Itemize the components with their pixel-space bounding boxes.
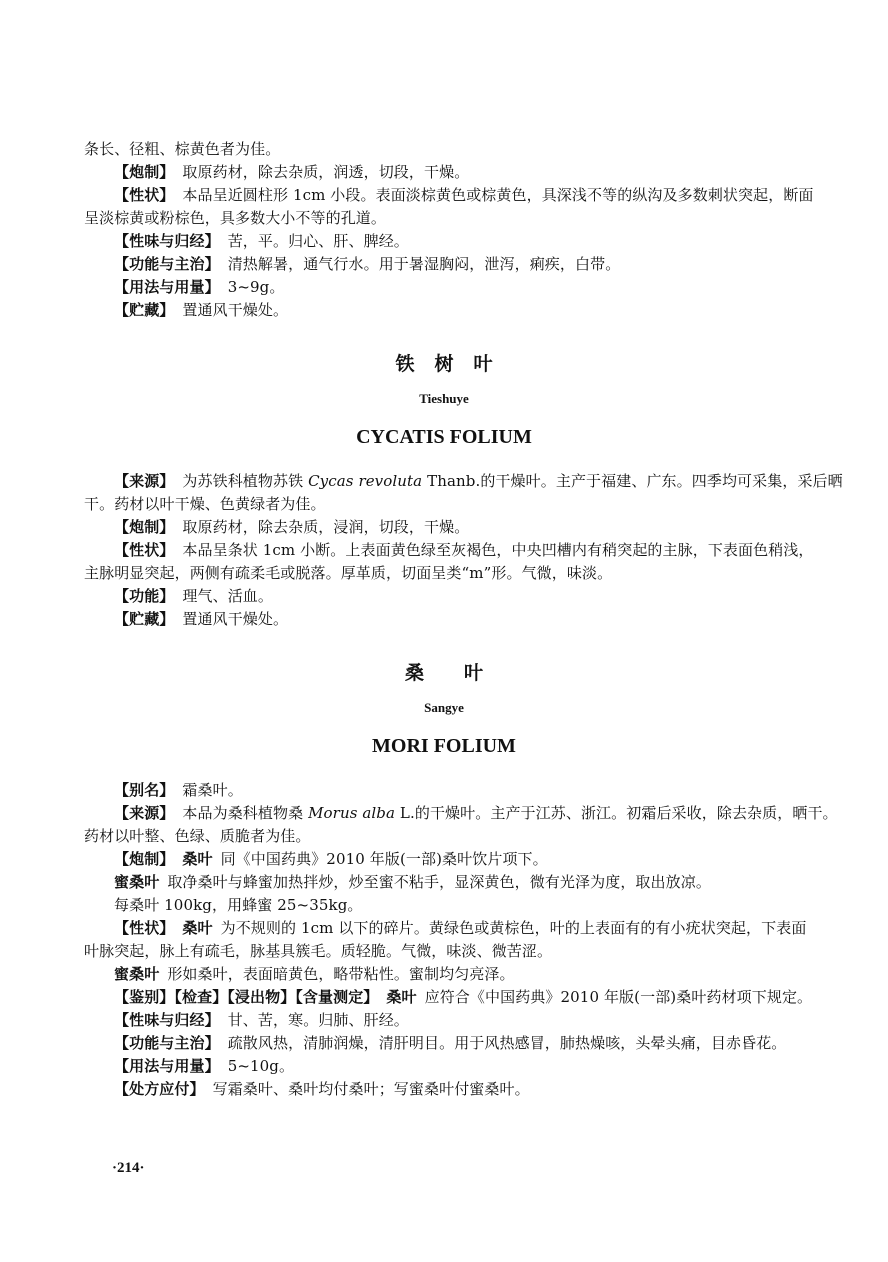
entry-function: 【功能与主治】 疏散风热，清肺润燥，清肝明目。用于风热感冒，肺热燥咳，头晕头痛，目赤昏花。: [114, 1034, 787, 1052]
section-tag: 【处方应付】: [114, 1080, 205, 1098]
species-name: Morus alba: [308, 804, 396, 822]
section-tag: 【炮制】: [114, 850, 175, 868]
entry-title-latin: CYCATIS FOLIUM: [356, 426, 532, 448]
entry-characteristics-cont: 主脉明显突起，两侧有疏柔毛或脱落。厚革质，切面呈类“m”形。气微，味淡。: [84, 564, 613, 582]
section-tag: 【性味与归经】: [114, 232, 220, 250]
entry-alias: 【别名】 霜桑叶。: [114, 781, 243, 799]
species-name: Cycas revoluta: [308, 472, 423, 490]
entry-title-chinese: 桑叶: [404, 662, 523, 684]
entry-honey-dose: 每桑叶 100kg，用蜂蜜 25~35kg。: [114, 896, 363, 914]
section-tag: 【功能】: [114, 587, 175, 605]
entry-characteristics: 【性状】 本品呈条状 1cm 小断。上表面黄色绿至灰褐色，中央凹槽内有稍突起的主脉，下表面色稍浅，: [114, 541, 814, 559]
subsection-label: 桑叶: [182, 919, 213, 937]
section-tag: 【鉴别】【检查】【浸出物】【含量测定】: [114, 988, 379, 1006]
entry-characteristics-cont: 呈淡棕黄或粉棕色，具多数大小不等的孔道。: [84, 209, 387, 227]
page-number: ·214·: [112, 1160, 145, 1176]
section-tag: 【性状】: [114, 919, 175, 937]
subsection-label: 桑叶: [182, 850, 213, 868]
entry-honey-characteristics: 蜜桑叶 形如桑叶，表面暗黄色，略带粘性。蜜制均匀亮泽。: [114, 965, 515, 983]
section-tag: 【性味与归经】: [114, 1011, 220, 1029]
entry-title-chinese: 铁树叶: [395, 353, 513, 375]
continuation-text: 条长、径粗、棕黄色者为佳。: [84, 140, 281, 158]
entry-processing: 【炮制】 桑叶 同《中国药典》2010 年版(一部)桑叶饮片项下。: [114, 850, 548, 868]
section-tag: 【用法与用量】: [114, 1057, 220, 1075]
section-tag: 【贮藏】: [114, 301, 175, 319]
entry-source-cont: 药材以叶整、色绿、质脆者为佳。: [84, 827, 311, 845]
entry-function: 【功能】 理气、活血。: [114, 587, 274, 605]
entry-storage: 【贮藏】 置通风干燥处。: [114, 301, 289, 319]
section-tag: 【别名】: [114, 781, 175, 799]
entry-nature-meridian: 【性味与归经】 苦，平。归心、肝、脾经。: [114, 232, 409, 250]
entry-characteristics-cont: 叶脉突起，脉上有疏毛，脉基具簇毛。质轻脆。气微，味淡、微苦涩。: [84, 942, 553, 960]
entry-processing: 【炮制】 取原药材，除去杂质，浸润，切段，干燥。: [114, 518, 470, 536]
entry-nature-meridian: 【性味与归经】 甘、苦，寒。归肺、肝经。: [114, 1011, 409, 1029]
entry-function: 【功能与主治】 清热解暑，通气行水。用于暑湿胸闷，泄泻，痢疾，白带。: [114, 255, 621, 273]
section-tag: 【贮藏】: [114, 610, 175, 628]
entry-prescription: 【处方应付】 写霜桑叶、桑叶均付桑叶；写蜜桑叶付蜜桑叶。: [114, 1080, 530, 1098]
section-tag: 【来源】: [114, 804, 175, 822]
entry-title-latin: MORI FOLIUM: [372, 735, 516, 757]
section-tag: 【来源】: [114, 472, 175, 490]
entry-title-pinyin: Sangye: [424, 700, 464, 715]
entry-processing: 【炮制】 取原药材，除去杂质，润透，切段，干燥。: [114, 163, 470, 181]
entry-source: 【来源】 本品为桑科植物桑 Morus alba L.的干燥叶。主产于江苏、浙江。初霜后采收，除去杂质，晒干。: [114, 804, 838, 822]
entry-source: 【来源】 为苏铁科植物苏铁 Cycas revoluta Thanb.的干燥叶。主产于福建、广东。四季均可采集，采后晒: [114, 472, 843, 490]
entry-characteristics: 【性状】 本品呈近圆柱形 1cm 小段。表面淡棕黄色或棕黄色，具深浅不等的纵沟及多数刺状突起，断面: [114, 186, 814, 204]
section-tag: 【用法与用量】: [114, 278, 220, 296]
section-tag: 【功能与主治】: [114, 255, 220, 273]
page-content: [84, 138, 843, 1101]
section-tag: 【炮制】: [114, 163, 175, 181]
section-tag: 【性状】: [114, 186, 175, 204]
entry-usage: 【用法与用量】 3~9g。: [114, 278, 285, 296]
subsection-label: 蜜桑叶: [114, 965, 160, 983]
section-tag: 【炮制】: [114, 518, 175, 536]
entry-usage: 【用法与用量】 5~10g。: [114, 1057, 295, 1075]
subsection-label: 桑叶: [386, 988, 417, 1006]
subsection-label: 蜜桑叶: [114, 873, 160, 891]
section-tag: 【性状】: [114, 541, 175, 559]
entry-honey-processing: 蜜桑叶 取净桑叶与蜂蜜加热拌炒，炒至蜜不粘手，显深黄色，微有光泽为度，取出放凉。: [114, 873, 711, 891]
entry-storage: 【贮藏】 置通风干燥处。: [114, 610, 289, 628]
entry-characteristics: 【性状】 桑叶 为不规则的 1cm 以下的碎片。黄绿色或黄棕色，叶的上表面有的有小疣状突起，下表面: [114, 919, 807, 937]
entry-source-cont: 干。药材以叶干燥、色黄绿者为佳。: [84, 495, 326, 513]
section-tag: 【功能与主治】: [114, 1034, 220, 1052]
entry-title-pinyin: Tieshuye: [419, 391, 469, 406]
entry-identification: 【鉴别】【检查】【浸出物】【含量测定】 桑叶 应符合《中国药典》2010 年版(一部)桑叶药材项下规定。: [114, 988, 813, 1006]
